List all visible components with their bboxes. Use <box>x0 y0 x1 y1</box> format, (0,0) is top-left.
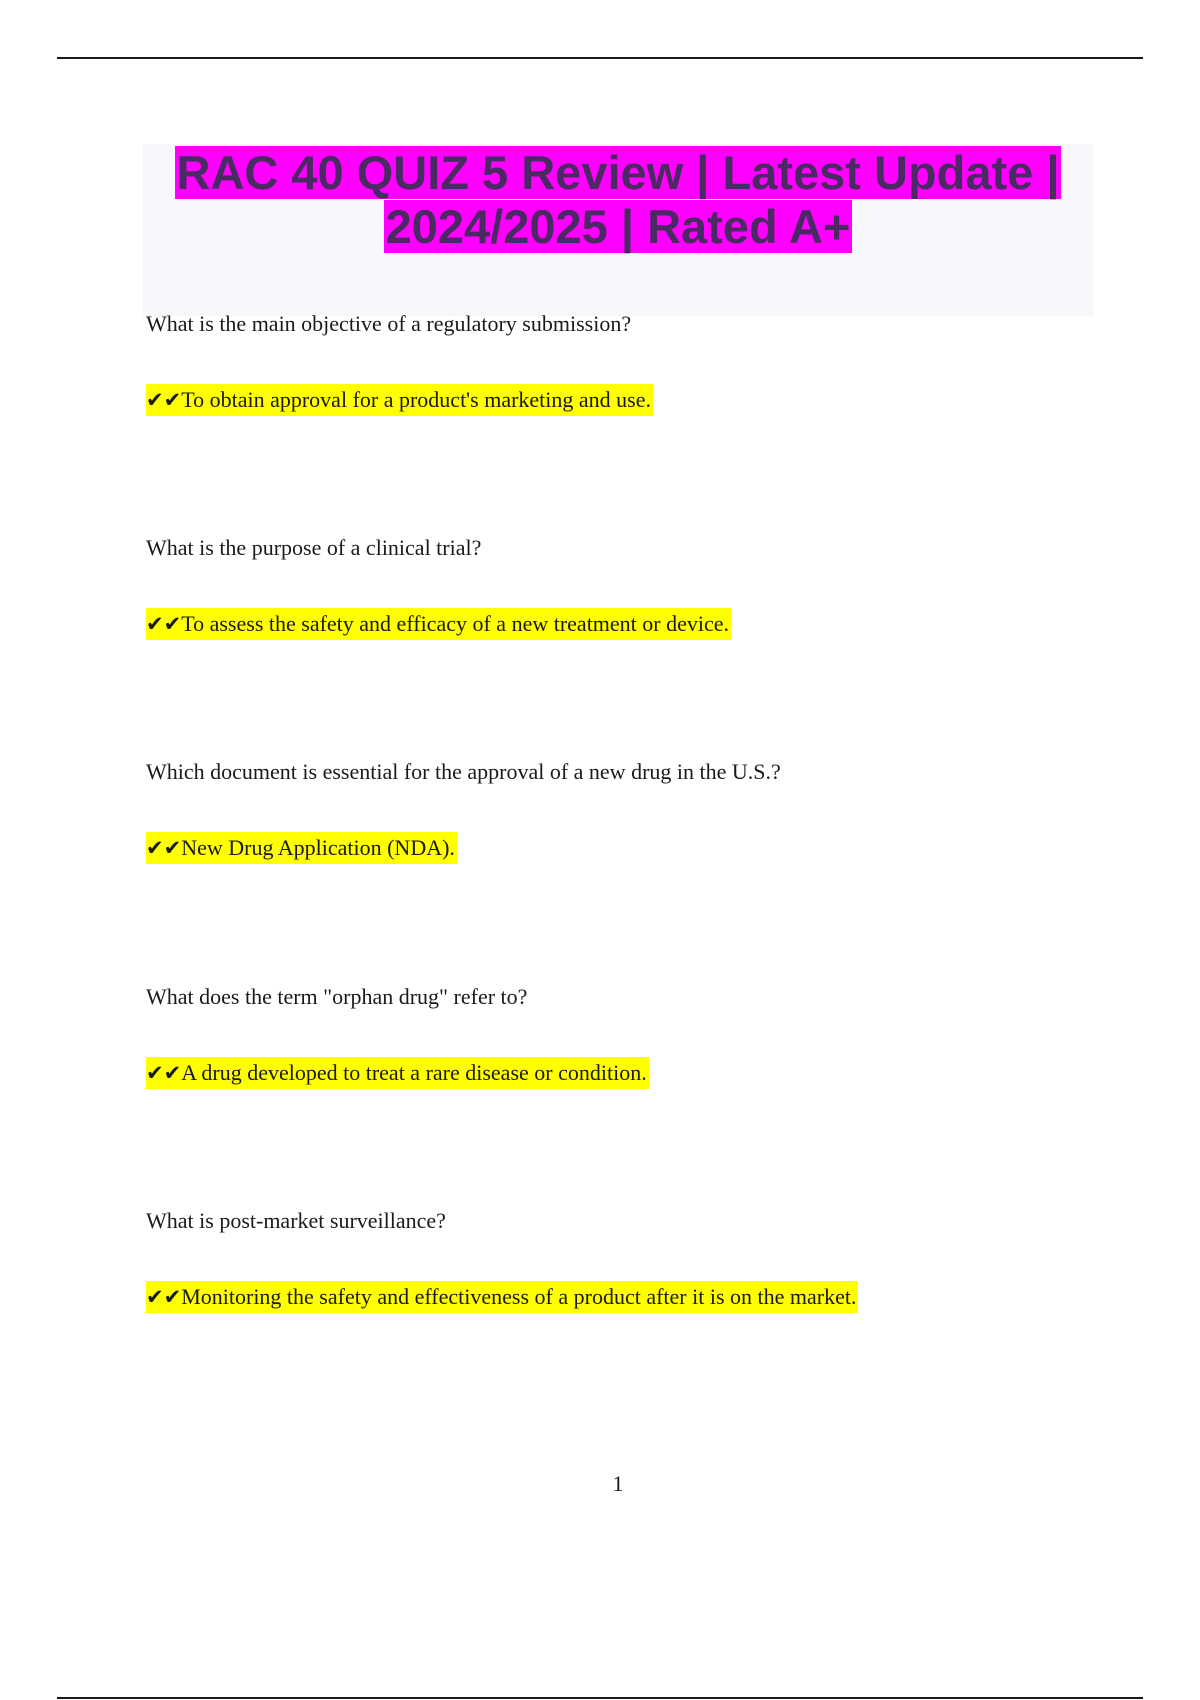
question-text: What is the main objective of a regulatory submission? <box>146 311 632 336</box>
answer-text <box>146 611 1146 637</box>
question-text: What does the term "orphan drug" refer to? <box>146 984 528 1009</box>
question-text: Which document is essential for the approval of a new drug in the U.S.? <box>146 759 781 784</box>
bottom-rule <box>57 1697 1143 1699</box>
answer-label: A drug developed to treat a rare disease or condition. <box>181 1060 647 1085</box>
question-text: What is the purpose of a clinical trial? <box>146 535 482 560</box>
qa-item-5 <box>146 1208 1146 1310</box>
title-line-1: RAC 40 QUIZ 5 Review | Latest Update | <box>176 146 1060 199</box>
answer-text <box>146 1284 1146 1310</box>
check-mark-icon: ✔✔ <box>146 1285 182 1309</box>
answer-text <box>146 1060 1146 1086</box>
check-mark-icon: ✔✔ <box>146 1061 182 1085</box>
check-mark-icon: ✔✔ <box>146 836 182 860</box>
answer-text <box>146 835 1146 861</box>
question-text: What is post-market surveillance? <box>146 1208 446 1233</box>
answer-label: Monitoring the safety and effectiveness of a product after it is on the market. <box>181 1284 857 1309</box>
title-line-2: 2024/2025 | Rated A+ <box>385 200 851 253</box>
answer-label: To assess the safety and efficacy of a new treatment or device. <box>181 611 730 636</box>
qa-item-2 <box>146 535 1146 637</box>
qa-item-3 <box>146 759 1146 861</box>
answer-label: To obtain approval for a product's marketing and use. <box>181 387 651 412</box>
top-rule <box>57 57 1143 59</box>
document-title <box>143 144 1093 316</box>
qa-item-1 <box>146 311 1146 413</box>
answer-text <box>146 387 1146 413</box>
check-mark-icon: ✔✔ <box>146 612 182 636</box>
check-mark-icon: ✔✔ <box>146 388 182 412</box>
answer-label: New Drug Application (NDA). <box>181 835 455 860</box>
qa-item-4 <box>146 984 1146 1086</box>
page-number: 1 <box>612 1471 624 1496</box>
